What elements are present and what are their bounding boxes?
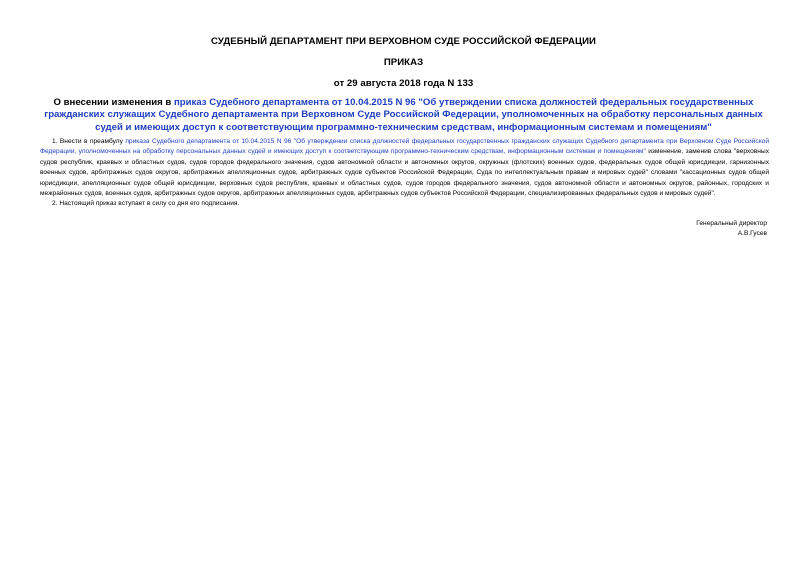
title-order-link[interactable]: приказ Судебного департамента от 10.04.2015 N 96 "Об утверждении списка должностей федеральных государственных гражданских служащих Судебного департамента при Верховном Суде Российской Федерации, уполномоченных на обработку персональных данных судей и имеющих доступ к соответствующим программно-техническим средствам, информационным системам и помещениям" [44,97,763,133]
document-type-heading: ПРИКАЗ [383,57,424,68]
signature-position: Генеральный директор [696,220,767,227]
paragraph-1-order-link[interactable]: приказа Судебного департамента от 10.04.2015 N 96 "Об утверждении списка должностей федеральных государственных гражданских служащих Судебного департамента при Верховном Суде Российской Федерации, уполномоченных на обработку персональных данных судей и имеющих доступ к соответствующим программно-техническим средствам, информационным системам и помещениям" [40,138,770,156]
paragraph-1 [40,137,769,199]
document-title [40,97,767,134]
paragraph-1-text: изменение, заменив слова "верховных судов республик, краевых и областных судов, судов городов федерального значения, судов автономной области и автономных округов, окружных (флотских) военных судов, федеральных судов общей юрисдикции, гарнизонных военных судов, арбитражных судов округов, арбитражных апелляционных судов, арбитражных судов субъектов Российской Федерации, Суда по интеллектуальным правам и мировых судей" словами "кассационных судов общей юрисдикции, апелляционных судов общей юрисдикции, верховных судов республик, краевых и областных судов, судов городов федерального значения, судов автономной области и автономных округов, районных, городских и межрайонных судов, военных судов, арбитражных судов округов, арбитражных апелляционных судов, арбитражных судов субъектов Российской Федерации, специализированных федеральных судов и мировых судей". [40,148,769,198]
date-number-heading: от 29 августа 2018 года N 133 [333,78,474,89]
organization-heading: СУДЕБНЫЙ ДЕПАРТАМЕНТ ПРИ ВЕРХОВНОМ СУДЕ РОССИЙСКОЙ ФЕДЕРАЦИИ [211,36,596,47]
title-prefix: О внесении изменения в [53,97,174,108]
signature-block [696,219,767,240]
document-body [40,137,769,210]
paragraph-2: 2. Настоящий приказ вступает в силу со дня его подписания. [52,200,240,208]
paragraph-1-prefix: 1. Внести в преамбулу [52,138,126,145]
signature-name: А.В.Гусев [737,230,767,238]
